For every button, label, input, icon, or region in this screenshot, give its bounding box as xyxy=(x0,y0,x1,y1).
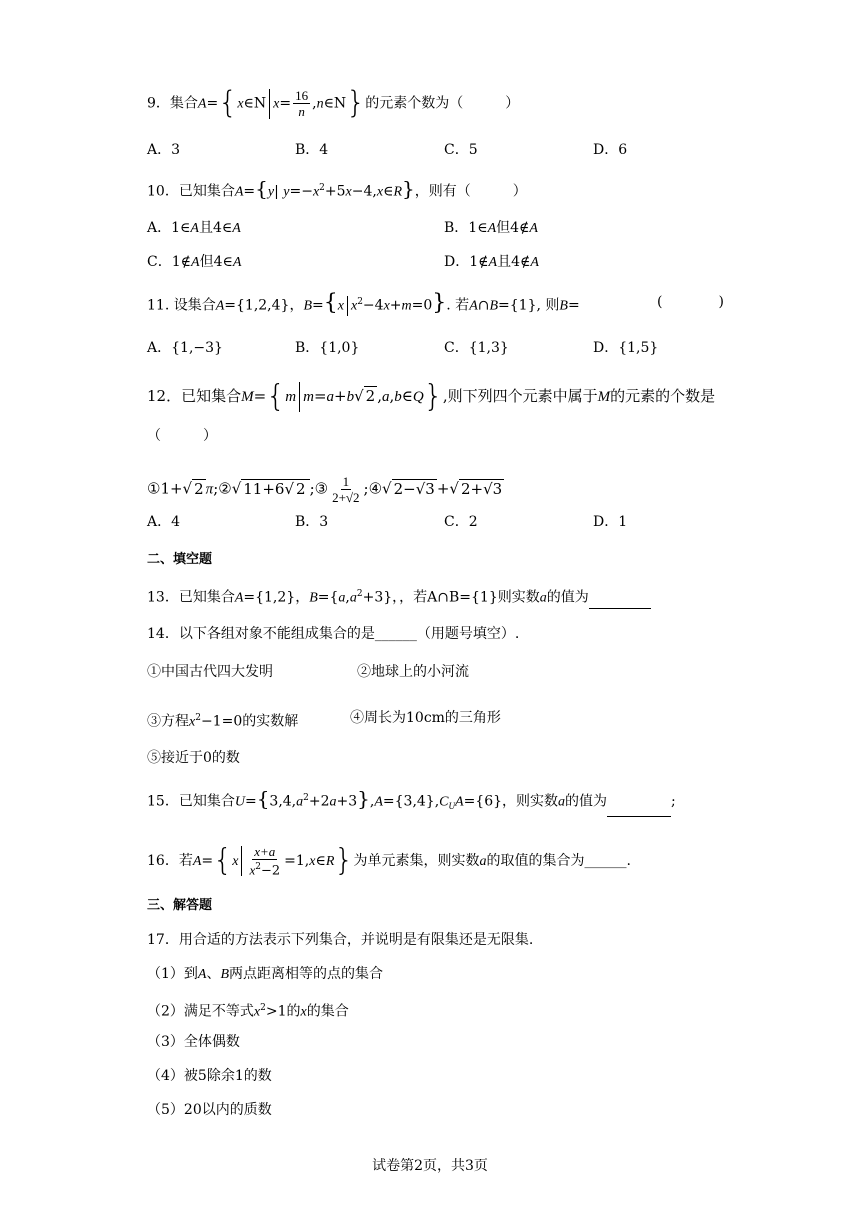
q10-option-d: D．1∉A且4∉A xyxy=(444,254,539,270)
q10-option-c: C．1∉A但4∈A xyxy=(147,254,242,270)
q11-option-c: C．{1,3} xyxy=(444,340,509,356)
q10-prefix: 10．已知集合 xyxy=(147,183,235,200)
question-14: 14．以下各组对象不能组成集合的是______（用题号填空）. xyxy=(147,626,520,642)
question-11: 11. 设集合A={1,2,4}，B={x $x^2-4x+m=0$}. 若A∩B={1}, 则B= xyxy=(147,290,580,316)
q12-paren: （ ） xyxy=(147,428,217,444)
q12-option-b: B．3 xyxy=(295,514,329,530)
q17-item-2: （2）满足不等式$x^2>1$的x的集合 xyxy=(147,1003,349,1020)
q14-item-4: ④周长为10cm的三角形 xyxy=(350,710,501,726)
question-10: 10．已知集合A={y| $y=-x^2+5x-4,x\in R$}，则有（ ） xyxy=(147,176,527,201)
question-9: 9．集合A={x∈N x= $\frac{16}{n}$ ,n∈N}的元素个数为（ ） xyxy=(147,85,520,121)
question-13: 13．已知集合A={1,2}，$B=\{a,a^2+3\}$，，若A∩B={1}则实数a的值为 xyxy=(147,584,651,609)
q10-option-a: A．1∈A且4∈A xyxy=(147,220,241,236)
q14-item-1: ①中国古代四大发明 xyxy=(147,664,273,680)
q12-option-d: D．1 xyxy=(593,514,628,530)
q11-option-a: A．{1,−3} xyxy=(147,340,223,356)
q14-item-3: ③方程$x^2-1=0$的实数解 xyxy=(147,713,299,730)
q9-option-c: C．5 xyxy=(444,142,478,158)
q17-item-1: （1）到A、B两点距离相等的点的集合 xyxy=(147,966,384,982)
q9-option-d: D．6 xyxy=(593,142,628,158)
question-12: 12．已知集合M={m m=a+b√ 2 ,a,b∈Q},则下列四个元素中属于M的元素的个数是 xyxy=(147,379,716,414)
q11-option-b: B．{1,0} xyxy=(295,340,360,356)
q9-option-a: A．3 xyxy=(147,142,181,158)
q11-paren: ( ) xyxy=(657,294,724,310)
q14-item-2: ②地球上的小河流 xyxy=(357,664,469,680)
q14-item-5: ⑤接近于0的数 xyxy=(147,750,240,766)
section-2-heading: 二、填空题 xyxy=(147,552,213,567)
question-16: 16．若A={x $\frac{x+a}{x^2-2}$ =1,x∈R}为单元素集，则实数a的取值的集合为______. xyxy=(147,843,631,879)
question-15: 15．已知集合$U=\{3,4,a^2+2a+3\},A=\{3,4\},C_UA=\{6\}$，则实数a的值为 ; xyxy=(147,788,676,817)
q17-item-4: （4）被5除余1的数 xyxy=(147,1068,272,1084)
page-footer: 试卷第2页，共3页 xyxy=(372,1158,488,1174)
q12-option-a: A．4 xyxy=(147,514,181,530)
q9-option-b: B．4 xyxy=(295,142,329,158)
q11-option-d: D．{1,5} xyxy=(593,340,659,356)
q10-option-b: B．1∈A但4∉A xyxy=(444,220,538,236)
q17-item-5: （5）20以内的质数 xyxy=(147,1102,272,1118)
section-3-heading: 三、解答题 xyxy=(147,898,213,913)
q9-suffix: 的元素个数为（ ） xyxy=(365,95,520,112)
q9-prefix: 9．集合 xyxy=(147,95,198,112)
q12-elements: ①1+√ 2 π;②√ 11+6√ 2 ;③ $\frac{1}{2+√2}$ ;④√ 2−√3 +√ 2+√3 xyxy=(147,474,503,505)
q17-item-3: （3）全体偶数 xyxy=(147,1034,240,1050)
question-17: 17．用合适的方法表示下列集合，并说明是有限集还是无限集. xyxy=(147,932,534,948)
q12-option-c: C．2 xyxy=(444,514,478,530)
q10-suffix: ，则有（ ） xyxy=(414,183,527,200)
